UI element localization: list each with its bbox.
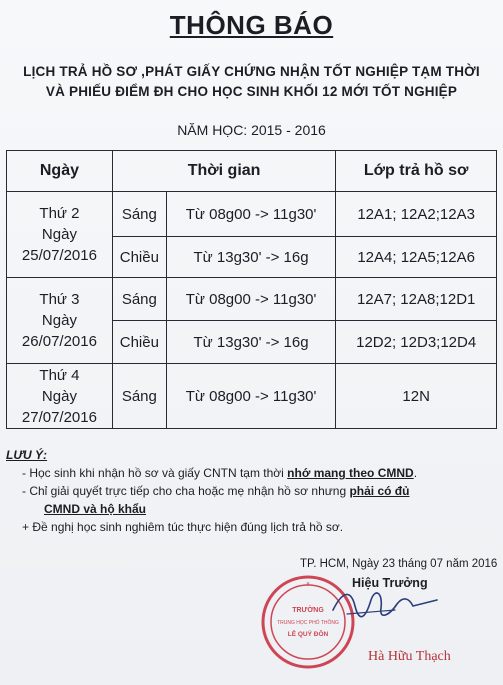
day-cell: [7, 278, 113, 364]
session-cell: Sáng: [112, 364, 166, 429]
header-day: Ngày: [7, 151, 113, 192]
time-cell: Từ 08g00 -> 11g30': [166, 192, 336, 237]
day-cell: [7, 364, 113, 429]
time-cell: Từ 08g00 -> 11g30': [166, 364, 336, 429]
weekday: Thứ 4: [39, 366, 80, 384]
note-3: + Đề nghị học sinh nghiêm túc thực hiện đúng lịch trả hồ sơ.: [22, 520, 344, 534]
time-cell: Từ 13g30' -> 16g: [166, 321, 336, 364]
header-time: Thời gian: [112, 151, 335, 192]
place-date: TP. HCM, Ngày 23 tháng 07 năm 2016: [300, 558, 498, 570]
seal-text-mid: TRUNG HỌC PHỔ THÔNG: [277, 620, 339, 626]
date-label: Ngày: [41, 387, 77, 405]
session-cell: Sáng: [112, 278, 166, 321]
handwritten-signature: [325, 580, 445, 630]
session-cell: Sáng: [112, 192, 166, 237]
table-row: [7, 192, 497, 237]
notice-subtitle: [8, 62, 495, 102]
weekday: Thứ 3: [39, 291, 80, 308]
header-class: Lớp trả hồ sơ: [336, 151, 497, 192]
class-cell: 12D2; 12D3;12D4: [336, 321, 497, 364]
session-cell: Chiều: [112, 321, 166, 364]
schedule-table: [6, 150, 497, 429]
seal-text-top: TRƯỜNG: [292, 607, 324, 614]
note-text: - Học sinh khi nhận hồ sơ và giấy CNTN tạm thời: [22, 466, 288, 480]
class-cell: 12A7; 12A8;12D1: [336, 278, 497, 321]
notes-section: [6, 446, 496, 536]
date-label: Ngày: [41, 312, 77, 329]
date-value: 25/07/2016: [21, 247, 97, 264]
note-1: [6, 464, 496, 482]
class-cell: 12A4; 12A5;12A6: [336, 237, 497, 278]
school-year: NĂM HỌC: 2015 - 2016: [177, 122, 326, 138]
day-cell: [7, 192, 113, 278]
table-row: [7, 364, 497, 429]
date-value: 26/07/2016: [21, 333, 97, 350]
class-cell: 12N: [336, 364, 497, 429]
class-cell: 12A1; 12A2;12A3: [336, 192, 497, 237]
note-emphasis: phải có đủ: [349, 484, 410, 498]
date-value: 27/07/2016: [21, 408, 97, 426]
notice-title: THÔNG BÁO: [169, 10, 334, 40]
note-emphasis: CMND và hộ khẩu: [44, 502, 147, 516]
note-text: .: [413, 466, 418, 480]
svg-text:★: ★: [305, 581, 311, 587]
subtitle-line-1: LỊCH TRẢ HỒ SƠ ,PHÁT GIẤY CHỨNG NHẬN TỐT NGHIỆP TẠM THỜI: [23, 64, 480, 79]
signer-role: Hiệu Trưởng: [352, 576, 428, 590]
notes-label: LƯU Ý:: [6, 448, 48, 462]
table-header-row: [7, 151, 497, 192]
subtitle-line-2: VÀ PHIẾU ĐIỂM ĐH CHO HỌC SINH KHỐI 12 MỚI TỐT NGHIỆP: [45, 84, 458, 99]
note-emphasis: nhớ mang theo CMND: [287, 466, 414, 480]
note-text: - Chỉ giải quyết trực tiếp cho cha hoặc mẹ nhận hồ sơ nhưng: [22, 484, 350, 498]
note-2: [6, 482, 496, 500]
table-row: [7, 278, 497, 321]
note-2-continued: [6, 500, 496, 518]
date-label: Ngày: [41, 226, 77, 243]
time-cell: Từ 13g30' -> 16g: [166, 237, 336, 278]
time-cell: Từ 08g00 -> 11g30': [166, 278, 336, 321]
weekday: Thứ 2: [39, 205, 80, 222]
signer-name: Hà Hữu Thạch: [368, 649, 451, 664]
seal-text-bottom: LÊ QUÝ ĐÔN: [287, 631, 329, 638]
session-cell: Chiều: [112, 237, 166, 278]
